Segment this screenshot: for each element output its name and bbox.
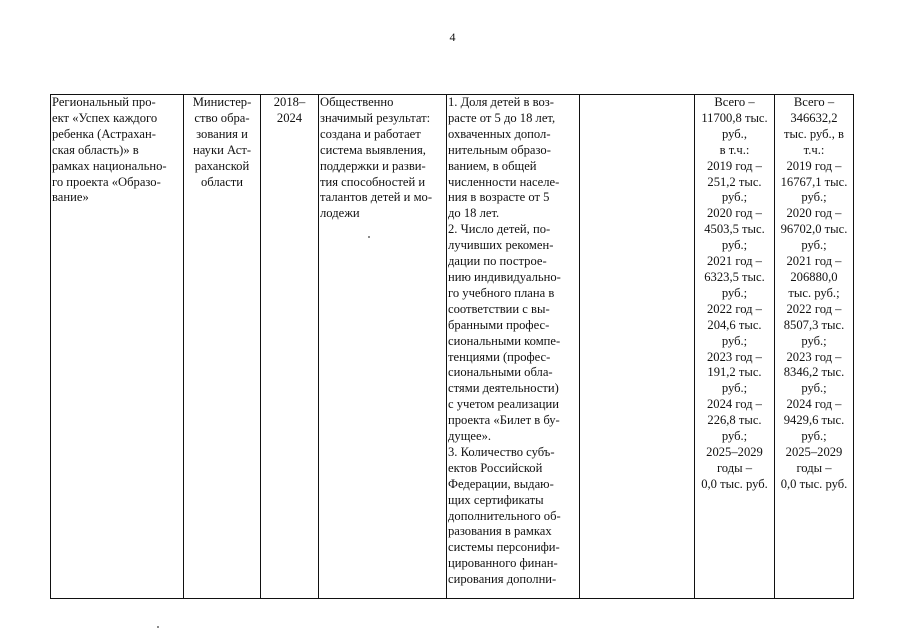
implementation-period: 2018– 2024 xyxy=(273,95,306,125)
table-row xyxy=(51,95,854,599)
result-cell xyxy=(319,95,447,599)
target-indicators: 1. Доля детей в воз- расте от 5 до 18 лет, охваченных допол- нительным образо- ванием, в общей численности населе- ния в возрасте от 5 до 18 лет. 2. Число детей, по- лучивших рекомен- дации по построе- нию индивидуально- го учебного плана в соответствии с вы- бранными профес- сиональными компе- тенциями (профес- сиональными обла- стями деятельности) с учетом реализации проекта «Билет в бу- дущее». 3. Количество субъ- ектов Российской Федерации, выдаю- щих сертификаты дополнительного об- разования в рамках системы персонифи- цированного финан- сирования дополни- xyxy=(448,95,561,587)
funding-federal: Всего – 346632,2 тыс. руб., в т.ч.: 2019 год – 16767,1 тыс. руб.; 2020 год – 96702,0 тыс. руб.; 2021 год – 206880,0 тыс. руб.; 2022 год – 8507,3 тыс. руб.; 2023 год – 8346,2 тыс. руб.; 2024 год – 9429,6 тыс. руб.; 2025–2029 годы – 0,0 тыс. руб. xyxy=(780,95,848,491)
period-cell xyxy=(261,95,319,599)
project-name: Региональный про- ект «Успех каждого ребенка (Астрахан- ская область)» в рамках национально- го проекта «Образо- вание» xyxy=(52,95,167,205)
indicators-cell xyxy=(447,95,580,599)
page-number: 4 xyxy=(449,30,456,44)
funding-federal-cell xyxy=(775,95,854,599)
funding-regional: Всего – 11700,8 тыс. руб., в т.ч.: 2019 год – 251,2 тыс. руб.; 2020 год – 4503,5 тыс. руб.; 2021 год – 6323,5 тыс. руб.; 2022 год – 204,6 тыс. руб.; 2023 год – 191,2 тыс. руб.; 2024 год – 226,8 тыс. руб.; 2025–2029 годы – 0,0 тыс. руб. xyxy=(701,95,768,491)
responsible-ministry: Министер- ство обра- зования и науки Аст- раханской области xyxy=(192,95,252,189)
expected-result: Общественно значимый результат: создана и работает система выявления, поддержки и разви- тия способностей и талантов детей и мо- лодежи xyxy=(320,95,433,221)
funding-regional-cell xyxy=(695,95,775,599)
ministry-cell xyxy=(184,95,261,599)
empty-cell xyxy=(580,95,695,599)
program-table xyxy=(50,94,854,599)
scan-speck xyxy=(368,236,370,238)
project-name-cell xyxy=(51,95,184,599)
scan-speck xyxy=(157,626,159,628)
